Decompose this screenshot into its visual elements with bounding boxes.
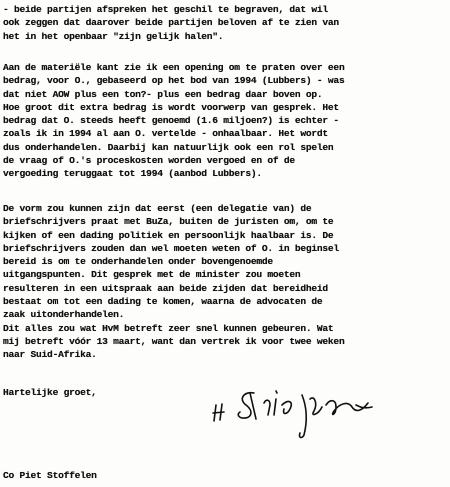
carbon-copy — [3, 469, 446, 482]
text-line: ook zeggen dat daarover beide partijen beloven af te zien van — [3, 17, 339, 29]
text-line: Dit alles zou wat HvM betreft zeer snel kunnen gebeuren. Wat — [3, 322, 334, 334]
cc-text: Co Piet Stoffelen — [3, 470, 97, 481]
text-line: de vraag of O.'s proceskosten worden vergoed en of de — [3, 155, 295, 167]
text-line: - beide partijen afspreken het geschil te begraven, dat wil — [3, 4, 328, 15]
text-line: mij betreft vóór 13 maart, want dan vertrek ik voor twee weken — [3, 335, 345, 347]
text-line: Hoe groot dit extra bedrag is wordt voorwerp van gesprek. Het — [3, 101, 339, 113]
closing-text: Hartelijke groet, — [3, 387, 97, 398]
text-line: briefschrijvers zouden dan wel moeten weten of O. in beginsel — [3, 242, 339, 254]
text-line: De vorm zou kunnen zijn dat eerst (een delegatie van) de — [3, 203, 312, 214]
text-line: bereid is om te onderhandelen onder bovengenoemde — [3, 256, 273, 268]
text-line: resulteren in een uitspraak aan beide zijden dat bereidheid — [3, 282, 328, 294]
paragraph-agreement — [3, 3, 446, 43]
text-line: zaak uitonderhandelen. — [3, 309, 125, 321]
text-line: Aan de materiële kant zie ik een opening om te praten over een — [3, 62, 345, 73]
paragraph-financial — [3, 61, 446, 181]
text-line: dat niet AOW plus een ton?- plus een bedrag daar boven op. — [3, 88, 323, 100]
text-line: dus onderhandelen. Daarbij kan natuurlijk ook een rol spelen — [3, 141, 334, 153]
text-line: briefschrijvers praat met BuZa, buiten de juristen om, om te — [3, 216, 334, 228]
text-line: zoals ik in 1994 al aan O. vertelde - onhaalbaar. Het wordt — [3, 128, 328, 140]
text-line: uitgangspunten. Dit gesprek met de minister zou moeten — [3, 269, 301, 281]
text-line: kijken of een dading politiek en persoonlijk haalbaar is. De — [3, 229, 334, 241]
text-line: bedrag dat O. steeds heeft genoemd (1.6 miljoen?) is echter - — [3, 115, 339, 127]
signature-drawing — [210, 385, 400, 440]
text-line: het in het openbaar "zijn gelijk halen". — [3, 30, 224, 42]
text-line: vergoeding teruggaat tot 1994 (aanbod Lubbers). — [3, 168, 262, 180]
handwritten-signature — [210, 385, 400, 440]
paragraph-procedure — [3, 202, 446, 362]
text-line: naar Suid-Afrika. — [3, 349, 97, 361]
text-line: bestaat om tot een dading te komen, waarna de advocaten de — [3, 296, 323, 308]
text-line: bedrag, voor O., gebaseerd op het bod van 1994 (Lubbers) - was — [3, 75, 345, 87]
